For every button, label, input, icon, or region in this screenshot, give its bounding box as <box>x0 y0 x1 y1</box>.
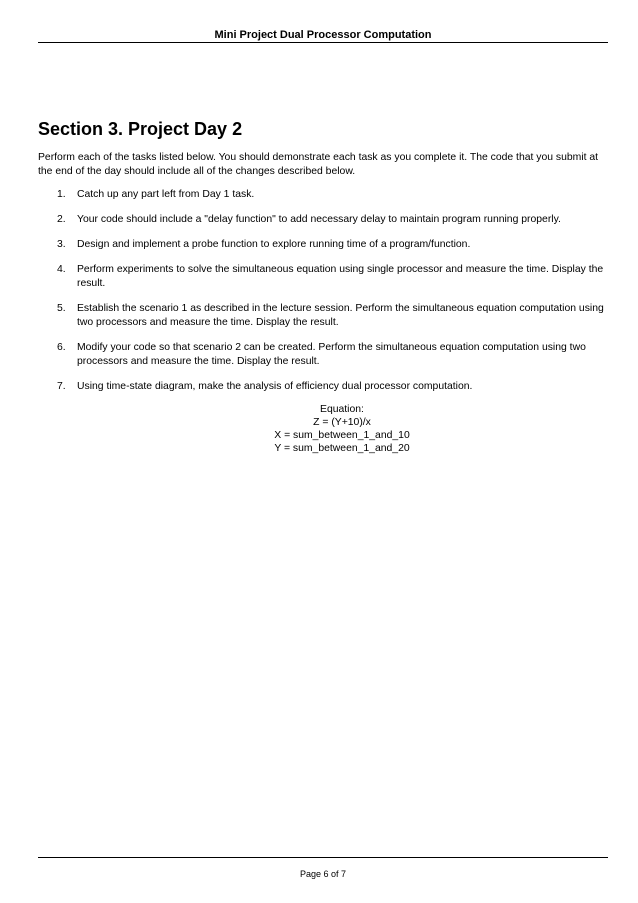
task-text: Using time-state diagram, make the analysis of efficiency dual processor computation. <box>77 381 473 392</box>
task-item <box>38 213 610 227</box>
equation-block <box>172 403 512 455</box>
task-item <box>38 341 610 369</box>
task-number: 6. <box>57 342 66 353</box>
task-text: Catch up any part left from Day 1 task. <box>77 189 255 200</box>
task-text: Your code should include a "delay function" to add necessary delay to maintain program running properly. <box>77 214 561 225</box>
task-item <box>38 263 610 291</box>
task-text: Modify your code so that scenario 2 can be created. Perform the simultaneous equation computation using two processors and measure the time. Display the result. <box>77 342 586 367</box>
equation-label: Equation: <box>320 404 364 415</box>
task-item <box>38 380 610 394</box>
page-header <box>38 28 608 43</box>
task-item <box>38 302 610 330</box>
task-item <box>38 238 610 252</box>
task-number: 7. <box>57 381 66 392</box>
equation-line: Y = sum_between_1_and_20 <box>274 443 410 454</box>
task-number: 5. <box>57 303 66 314</box>
equation-line: Z = (Y+10)/x <box>313 417 371 428</box>
equation-line: X = sum_between_1_and_10 <box>274 430 410 441</box>
task-text: Design and implement a probe function to explore running time of a program/function. <box>77 239 471 250</box>
section-title: Section 3. Project Day 2 <box>38 119 243 139</box>
task-number: 3. <box>57 239 66 250</box>
task-number: 1. <box>57 189 66 200</box>
page-number: Page 6 of 7 <box>299 869 347 879</box>
page-footer <box>38 857 608 880</box>
task-item <box>38 188 610 202</box>
section-intro: Perform each of the tasks listed below. You should demonstrate each task as you complete it. The code that you submit at the end of the day should include all of the changes described below. <box>38 152 599 177</box>
header-title: Mini Project Dual Processor Computation <box>214 29 432 41</box>
task-number: 2. <box>57 214 66 225</box>
task-text: Establish the scenario 1 as described in the lecture session. Perform the simultaneous equation computation using two processors and measure the time. Display the result. <box>77 303 604 328</box>
task-list <box>38 188 610 405</box>
task-text: Perform experiments to solve the simultaneous equation using single processor and measure the time. Display the result. <box>77 264 604 289</box>
task-number: 4. <box>57 264 66 275</box>
